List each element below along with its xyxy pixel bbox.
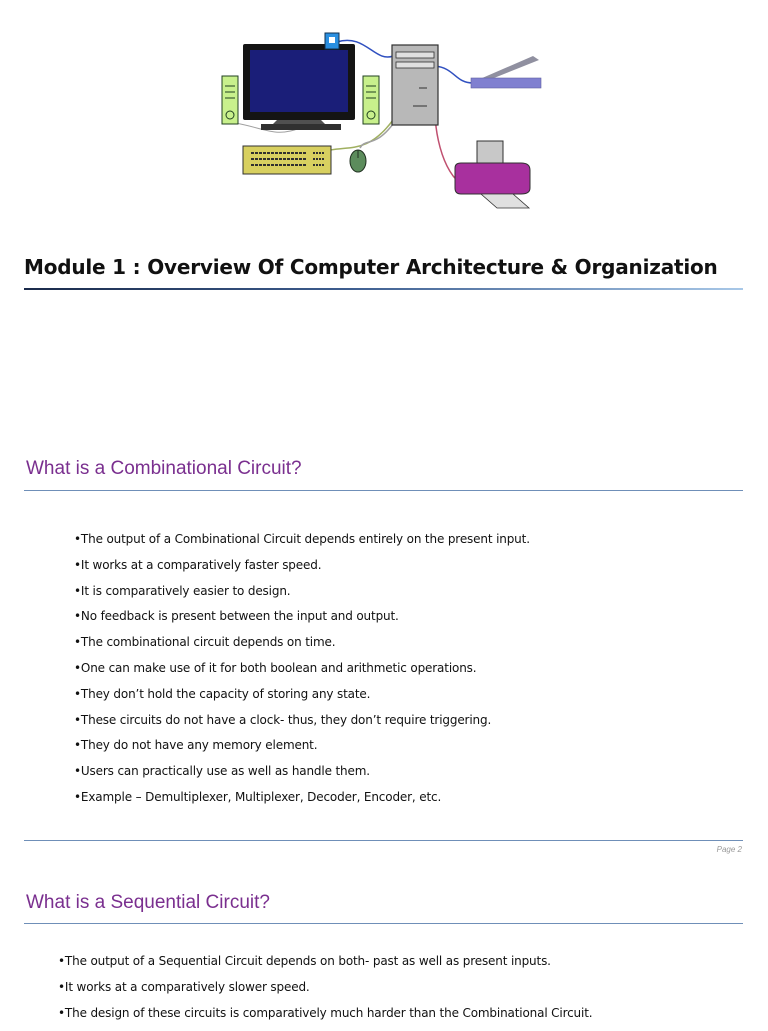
webcam-icon [325,33,339,49]
combinational-bullet-list [74,532,530,816]
bullet-item: •No feedback is present between the input and output. [74,609,399,624]
module-title: Module 1 : Overview Of Computer Architecture & Organization [24,255,718,279]
speaker-icon [222,76,238,124]
bullet-item: •They don’t hold the capacity of storing any state. [74,686,371,701]
bullet-item: •The output of a Combinational Circuit depends entirely on the present input. [74,532,530,546]
bullet-item: •These circuits do not have a clock- thus, they don’t require triggering. [74,712,492,727]
bullet-item: •It works at a comparatively slower speed. [58,979,310,994]
bullet-item: •It is comparatively easier to design. [74,583,291,598]
scanner-icon [471,56,541,88]
bullet-item: •Users can practically use as well as handle them. [74,764,370,779]
section-heading-sequential: What is a Sequential Circuit? [26,892,270,913]
sequential-bullet-list [58,954,592,1031]
printer-icon [455,141,530,208]
section-divider [24,490,743,491]
bullet-item: •They do not have any memory element. [74,738,318,753]
mouse-icon [350,150,366,172]
keyboard-icon [243,146,331,174]
section-heading-combinational: What is a Combinational Circuit? [26,458,302,479]
monitor-icon [243,44,355,130]
page-divider [24,840,743,841]
bullet-item: •The design of these circuits is comparatively much harder than the Combinational Circuit. [58,1005,593,1020]
title-divider [24,288,743,290]
bullet-item: •The combinational circuit depends on time. [74,635,336,650]
section-divider [24,923,743,924]
tower-icon [392,45,438,125]
bullet-item: •It works at a comparatively faster speed. [74,557,322,572]
computer-system-illustration [215,28,550,213]
bullet-item: •One can make use of it for both boolean and arithmetic operations. [74,660,477,675]
bullet-item: •The output of a Sequential Circuit depends on both- past as well as present inputs. [58,954,551,968]
speaker-icon [363,76,379,124]
page-number: Page 2 [716,845,742,854]
bullet-item: •Example – Demultiplexer, Multiplexer, Decoder, Encoder, etc. [74,789,442,804]
